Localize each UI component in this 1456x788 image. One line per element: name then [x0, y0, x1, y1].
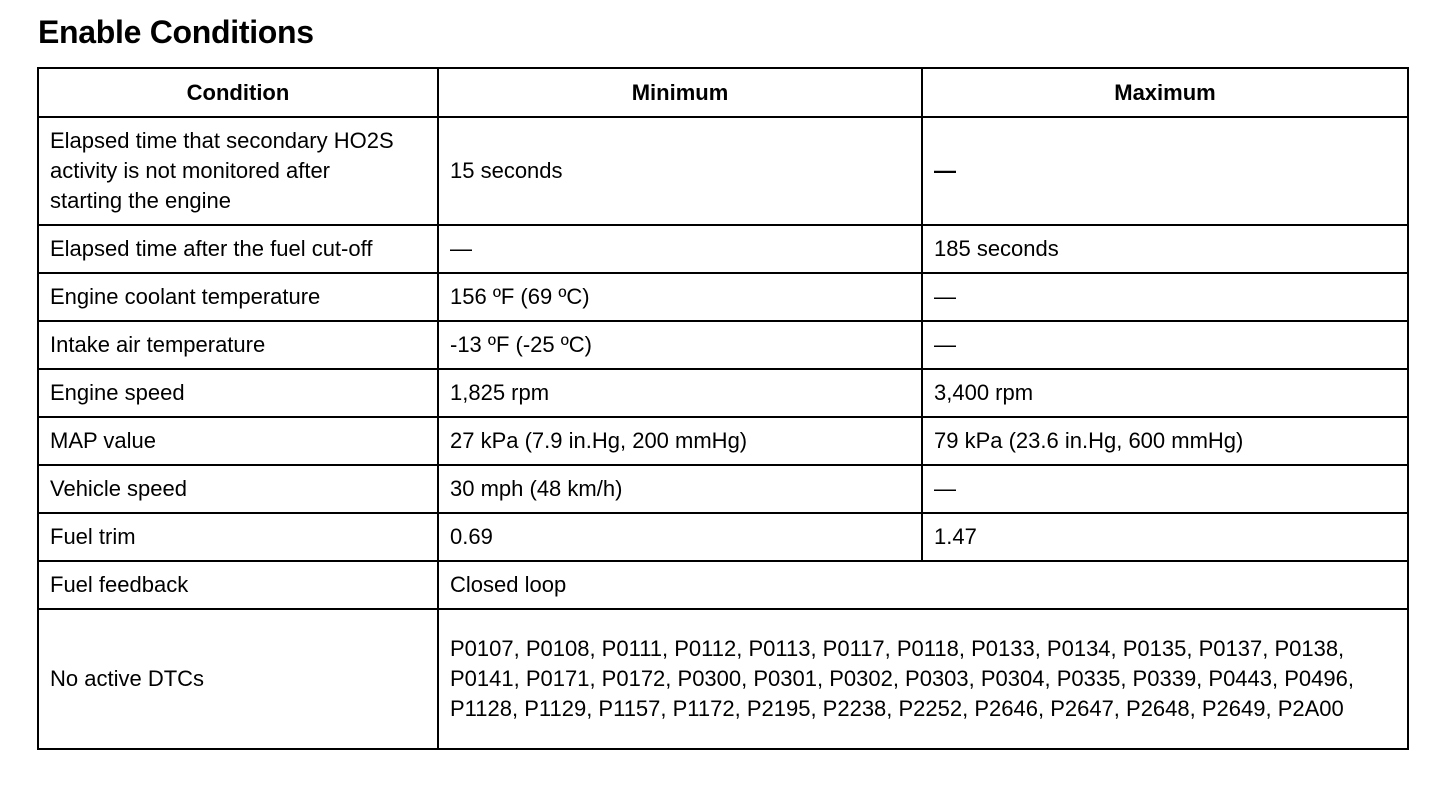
table-row	[38, 561, 1408, 609]
maximum-cell: —	[922, 321, 1408, 369]
condition-cell: No active DTCs	[38, 609, 438, 749]
table-row	[38, 117, 1408, 225]
table-row	[38, 513, 1408, 561]
condition-cell: Elapsed time after the fuel cut-off	[38, 225, 438, 273]
dtc-list-cell: P0107, P0108, P0111, P0112, P0113, P0117, P0118, P0133, P0134, P0135, P0137, P0138, P0141, P0171, P0172, P0300, P0301, P0302, P0303, P0304, P0335, P0339, P0443, P0496, P1128, P1129, P1157, P1172, P2195, P2238, P2252, P2646, P2647, P2648, P2649, P2A00	[438, 609, 1408, 749]
minimum-cell: -13 ºF (-25 ºC)	[438, 321, 922, 369]
condition-cell: Elapsed time that secondary HO2S activity is not monitored after starting the engine	[38, 117, 438, 225]
table-row	[38, 465, 1408, 513]
table-row	[38, 273, 1408, 321]
maximum-cell: 79 kPa (23.6 in.Hg, 600 mmHg)	[922, 417, 1408, 465]
minimum-cell: 156 ºF (69 ºC)	[438, 273, 922, 321]
minimum-cell: —	[438, 225, 922, 273]
table-row	[38, 225, 1408, 273]
table-row	[38, 609, 1408, 749]
maximum-cell: —	[922, 465, 1408, 513]
condition-cell: MAP value	[38, 417, 438, 465]
table-row	[38, 321, 1408, 369]
minimum-cell: 15 seconds	[438, 117, 922, 225]
condition-cell: Fuel feedback	[38, 561, 438, 609]
maximum-cell: 1.47	[922, 513, 1408, 561]
maximum-cell: —	[922, 117, 1408, 225]
minimum-cell: 27 kPa (7.9 in.Hg, 200 mmHg)	[438, 417, 922, 465]
condition-cell: Engine coolant temperature	[38, 273, 438, 321]
table-row	[38, 369, 1408, 417]
condition-cell: Vehicle speed	[38, 465, 438, 513]
header-minimum: Minimum	[438, 68, 922, 117]
maximum-cell: 3,400 rpm	[922, 369, 1408, 417]
header-condition: Condition	[38, 68, 438, 117]
page-title: Enable Conditions	[38, 14, 314, 50]
table-row	[38, 417, 1408, 465]
condition-cell: Engine speed	[38, 369, 438, 417]
enable-conditions-table	[37, 67, 1409, 750]
condition-cell: Fuel trim	[38, 513, 438, 561]
minimum-cell: 1,825 rpm	[438, 369, 922, 417]
value-cell: Closed loop	[438, 561, 1408, 609]
minimum-cell: 0.69	[438, 513, 922, 561]
condition-cell: Intake air temperature	[38, 321, 438, 369]
header-maximum: Maximum	[922, 68, 1408, 117]
table-header-row	[38, 68, 1408, 117]
maximum-cell: 185 seconds	[922, 225, 1408, 273]
maximum-cell: —	[922, 273, 1408, 321]
minimum-cell: 30 mph (48 km/h)	[438, 465, 922, 513]
